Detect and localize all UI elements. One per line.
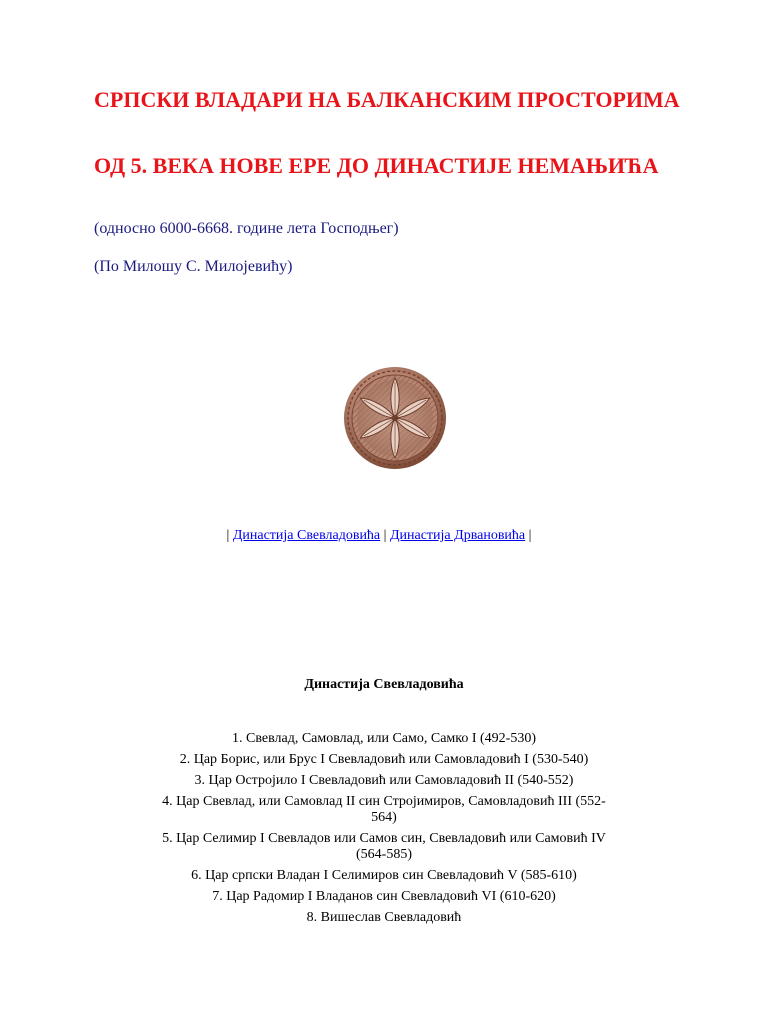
nav-link-svevladovic[interactable]: Династија Свевладовића [232, 528, 381, 543]
nav-separator: | [383, 528, 387, 543]
list-item: 3. Цар Остројило I Свевладовић или Самовладовић II (540-552) [194, 773, 574, 788]
section-heading: Династија Свевладовића [304, 677, 464, 692]
page-subtitle-title: ОД 5. ВЕКА НОВЕ ЕРЕ ДО ДИНАСТИЈЕ НЕМАЊИЋА [94, 153, 659, 178]
source-attribution: (По Милошу С. Милојевићу) [94, 258, 293, 275]
page-title: СРПСКИ ВЛАДАРИ НА БАЛКАНСКИМ ПРОСТОРИМА [94, 87, 680, 112]
list-item: 2. Цар Борис, или Брус I Свевладовић или Самовладовић I (530-540) [179, 752, 589, 767]
list-item: 1. Свевлад, Самовлад, или Само, Самко I (492-530) [231, 731, 537, 746]
rosette-ornament-icon [343, 366, 447, 470]
list-item: 5. Цар Селимир I Свевладов или Самов син, Свевладовић или Самовић IV (564-585) [162, 831, 606, 862]
rulers-list [150, 731, 618, 931]
nav-separator: | [528, 528, 532, 543]
list-item: 4. Цар Свевлад, или Самовлад II син Стројимиров, Самовладовић III (552-564) [162, 794, 606, 825]
list-item: 7. Цар Радомир I Владанов син Свевладовић VI (610-620) [212, 889, 556, 904]
list-item: 8. Вишеслав Свевладовић [306, 910, 462, 925]
nav-separator: | [226, 528, 230, 543]
list-item: 6. Цар српски Владан I Селимиров син Свевладовић V (585-610) [191, 868, 577, 883]
date-range-note: (односно 6000-6668. године лета Господњег) [94, 220, 399, 237]
nav-link-drvanovic[interactable]: Династија Дрвановића [389, 528, 526, 543]
dynasty-navigation [0, 527, 758, 545]
